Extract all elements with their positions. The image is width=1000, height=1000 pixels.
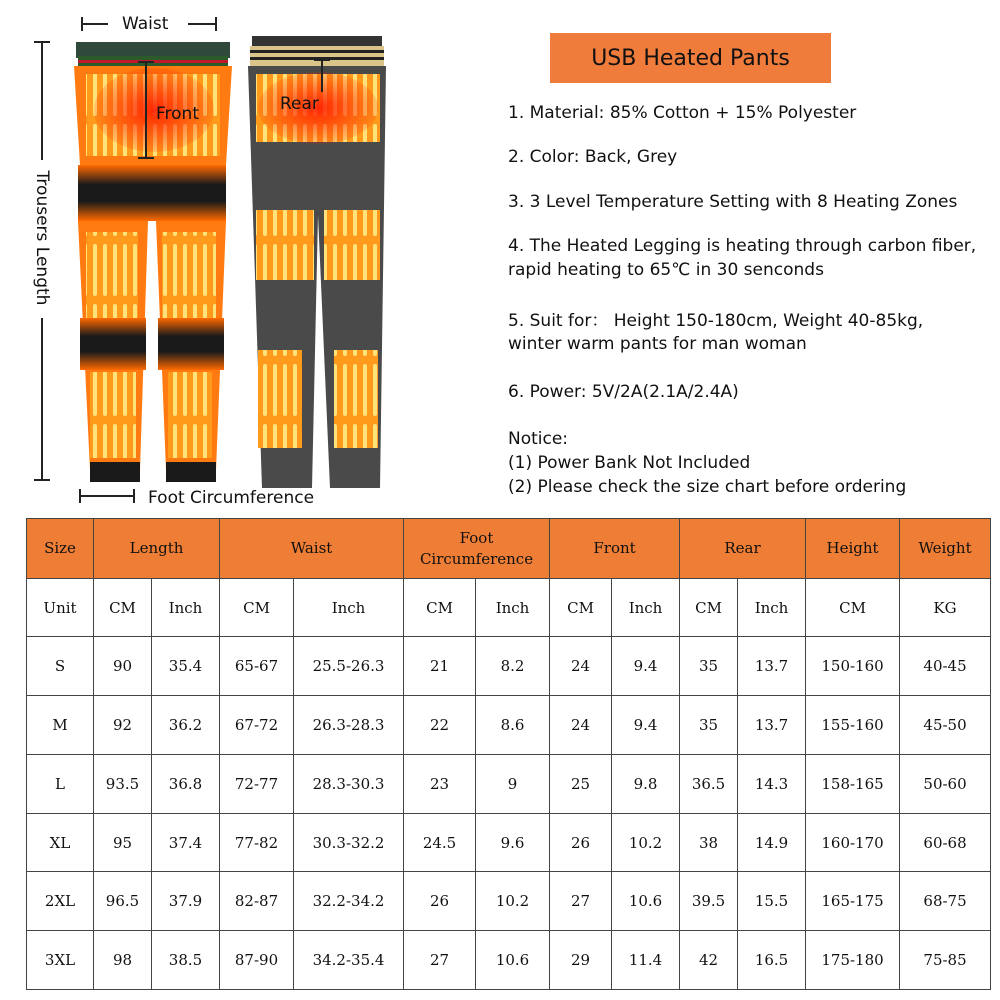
unit-cell: CM: [404, 579, 476, 637]
table-cell: 32.2-34.2: [294, 872, 404, 931]
notice-item-1: (1) Power Bank Not Included: [508, 453, 751, 473]
table-cell: 96.5: [94, 872, 152, 931]
header-foot-line2: Circumference: [419, 549, 534, 568]
table-cell: 15.5: [738, 872, 806, 931]
size-cell: L: [27, 754, 94, 813]
table-cell: 38.5: [152, 931, 220, 990]
table-cell: 26: [550, 813, 612, 872]
spec-heating-line2: rapid heating to 65℃ in 30 senconds: [508, 260, 824, 280]
table-cell: 93.5: [94, 754, 152, 813]
table-cell: 90: [94, 637, 152, 696]
spec-power: 6. Power: 5V/2A(2.1A/2.4A): [508, 382, 739, 402]
table-cell: 10.6: [476, 931, 550, 990]
table-cell: 87-90: [220, 931, 294, 990]
unit-cell: Inch: [476, 579, 550, 637]
pants-diagram: [0, 0, 500, 515]
size-cell: XL: [27, 813, 94, 872]
table-cell: 8.2: [476, 637, 550, 696]
table-cell: 98: [94, 931, 152, 990]
table-cell: 26: [404, 872, 476, 931]
table-cell: 36.2: [152, 696, 220, 755]
table-cell: 42: [680, 931, 738, 990]
table-row: [27, 813, 991, 872]
size-cell: S: [27, 637, 94, 696]
table-cell: 22: [404, 696, 476, 755]
table-cell: 60-68: [900, 813, 991, 872]
header-rear: Rear: [680, 519, 806, 579]
table-cell: 8.6: [476, 696, 550, 755]
table-cell: 35: [680, 637, 738, 696]
table-row: [27, 637, 991, 696]
size-chart-table: [26, 518, 991, 990]
table-cell: 9.6: [476, 813, 550, 872]
spec-suit-line1: 5. Suit for： Height 150-180cm, Weight 40-85kg,: [508, 311, 924, 331]
spec-suit-line2: winter warm pants for man woman: [508, 334, 807, 354]
table-cell: 92: [94, 696, 152, 755]
table-cell: 24.5: [404, 813, 476, 872]
table-cell: 14.9: [738, 813, 806, 872]
table-cell: 10.2: [612, 813, 680, 872]
unit-cell: CM: [806, 579, 900, 637]
table-cell: 45-50: [900, 696, 991, 755]
table-cell: 21: [404, 637, 476, 696]
header-foot-circumference: [404, 519, 550, 579]
front-pants-image: [74, 42, 232, 482]
table-cell: 14.3: [738, 754, 806, 813]
table-cell: 67-72: [220, 696, 294, 755]
table-cell: 9.4: [612, 637, 680, 696]
table-cell: 82-87: [220, 872, 294, 931]
table-cell: 24: [550, 637, 612, 696]
table-cell: 10.2: [476, 872, 550, 931]
front-label: Front: [156, 104, 199, 124]
table-cell: 13.7: [738, 696, 806, 755]
table-cell: 36.8: [152, 754, 220, 813]
table-cell: 25.5-26.3: [294, 637, 404, 696]
table-cell: 9: [476, 754, 550, 813]
table-cell: 10.6: [612, 872, 680, 931]
table-cell: 27: [550, 872, 612, 931]
table-cell: 36.5: [680, 754, 738, 813]
table-cell: 30.3-32.2: [294, 813, 404, 872]
table-unit-row: [27, 579, 991, 637]
table-cell: 75-85: [900, 931, 991, 990]
table-cell: 27: [404, 931, 476, 990]
table-cell: 37.9: [152, 872, 220, 931]
table-cell: 39.5: [680, 872, 738, 931]
unit-cell: Unit: [27, 579, 94, 637]
table-cell: 16.5: [738, 931, 806, 990]
header-height: Height: [806, 519, 900, 579]
header-size: Size: [27, 519, 94, 579]
header-front: Front: [550, 519, 680, 579]
table-cell: 9.8: [612, 754, 680, 813]
table-cell: 72-77: [220, 754, 294, 813]
table-cell: 35.4: [152, 637, 220, 696]
foot-dimension-line: [80, 489, 134, 503]
product-title: USB Heated Pants: [550, 33, 831, 83]
table-cell: 50-60: [900, 754, 991, 813]
unit-cell: CM: [680, 579, 738, 637]
table-cell: 25: [550, 754, 612, 813]
table-cell: 158-165: [806, 754, 900, 813]
notice-title: Notice:: [508, 429, 569, 449]
table-cell: 23: [404, 754, 476, 813]
table-cell: 165-175: [806, 872, 900, 931]
table-cell: 26.3-28.3: [294, 696, 404, 755]
unit-cell: Inch: [152, 579, 220, 637]
foot-circumference-label: Foot Circumference: [148, 488, 315, 508]
header-foot-line1: Foot: [459, 528, 494, 547]
length-label: Trousers Length: [32, 170, 52, 306]
table-cell: 35: [680, 696, 738, 755]
spec-heating-line1: 4. The Heated Legging is heating through carbon fiber,: [508, 236, 977, 256]
spec-material: 1. Material: 85% Cotton + 15% Polyester: [508, 103, 857, 123]
table-row: [27, 931, 991, 990]
spec-temperature: 3. 3 Level Temperature Setting with 8 Heating Zones: [508, 192, 958, 212]
unit-cell: Inch: [738, 579, 806, 637]
table-cell: 68-75: [900, 872, 991, 931]
table-cell: 29: [550, 931, 612, 990]
table-cell: 13.7: [738, 637, 806, 696]
table-cell: 77-82: [220, 813, 294, 872]
table-cell: 175-180: [806, 931, 900, 990]
table-cell: 155-160: [806, 696, 900, 755]
table-cell: 9.4: [612, 696, 680, 755]
unit-cell: Inch: [612, 579, 680, 637]
table-header-row: [27, 519, 991, 579]
rear-label: Rear: [280, 94, 319, 114]
unit-cell: Inch: [294, 579, 404, 637]
waist-label: Waist: [122, 14, 169, 34]
unit-cell: CM: [220, 579, 294, 637]
table-row: [27, 754, 991, 813]
table-cell: 150-160: [806, 637, 900, 696]
header-waist: Waist: [220, 519, 404, 579]
table-row: [27, 696, 991, 755]
table-cell: 28.3-30.3: [294, 754, 404, 813]
unit-cell: KG: [900, 579, 991, 637]
table-cell: 11.4: [612, 931, 680, 990]
table-cell: 65-67: [220, 637, 294, 696]
table-cell: 34.2-35.4: [294, 931, 404, 990]
table-cell: 160-170: [806, 813, 900, 872]
unit-cell: CM: [550, 579, 612, 637]
header-weight: Weight: [900, 519, 991, 579]
size-cell: M: [27, 696, 94, 755]
table-cell: 95: [94, 813, 152, 872]
spec-color: 2. Color: Back, Grey: [508, 147, 678, 167]
notice-item-2: (2) Please check the size chart before ordering: [508, 477, 907, 497]
table-cell: 38: [680, 813, 738, 872]
size-cell: 3XL: [27, 931, 94, 990]
table-cell: 37.4: [152, 813, 220, 872]
header-length: Length: [94, 519, 220, 579]
table-row: [27, 872, 991, 931]
table-cell: 40-45: [900, 637, 991, 696]
table-cell: 24: [550, 696, 612, 755]
unit-cell: CM: [94, 579, 152, 637]
size-cell: 2XL: [27, 872, 94, 931]
